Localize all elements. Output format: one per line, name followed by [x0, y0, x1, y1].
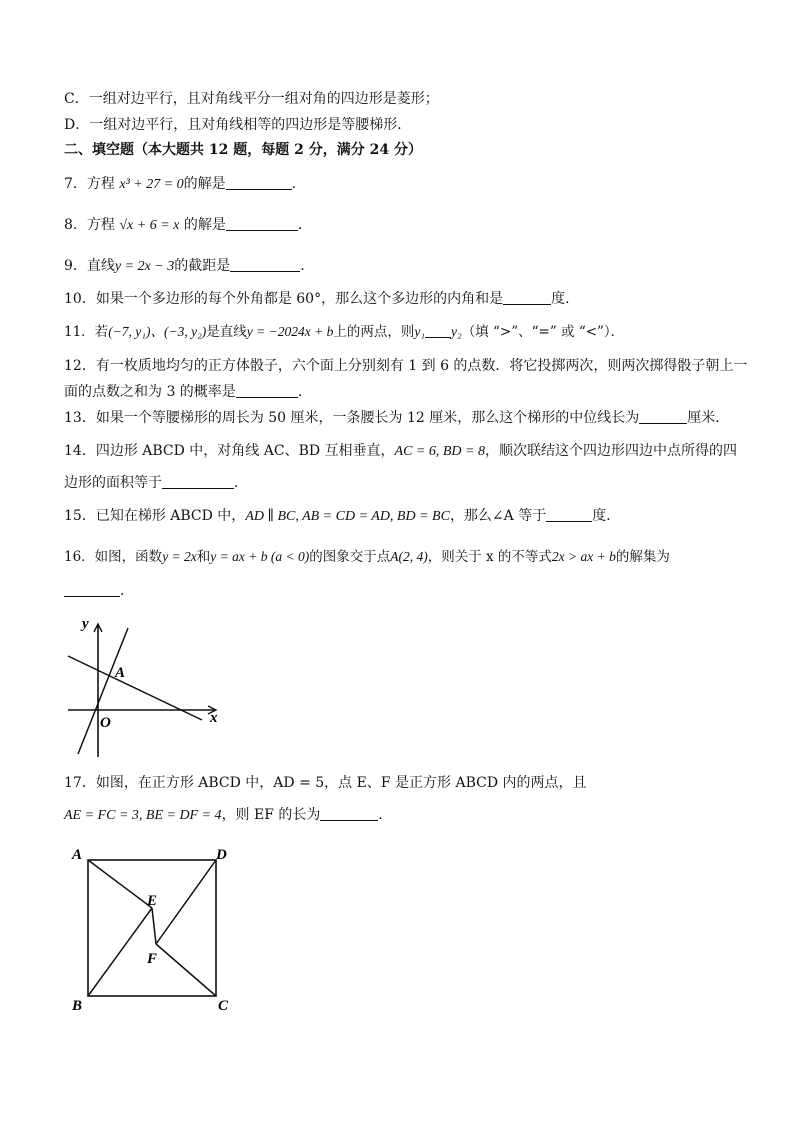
- square-abcd: [88, 860, 216, 996]
- question-11: 11．若(−7, y₁)、(−3, y₂)是直线y = −2024x + b上的两点，则y₁ y₂（填 “>”、“=” 或 “<”）．: [64, 324, 625, 340]
- x-axis-label: x: [210, 710, 218, 726]
- vertex-d-label: D: [216, 847, 227, 863]
- point-a-label: A: [115, 665, 126, 681]
- question-10: 10．如果一个多边形的每个外角都是 60°，那么这个多边形的内角和是 度．: [64, 291, 580, 307]
- option-d: D．一组对边平行，且对角线相等的四边形是等腰梯形．: [64, 117, 412, 133]
- section-heading: 二、填空题（本大题共 12 题，每题 2 分，满分 24 分）: [64, 142, 422, 158]
- answer-blank: [162, 474, 234, 489]
- segment-cf: [156, 944, 216, 996]
- question-16-line-2: ．: [64, 581, 134, 601]
- vertex-c-label: C: [218, 998, 229, 1014]
- point-f-label: F: [147, 951, 158, 967]
- function-graph-figure: [62, 612, 232, 762]
- question-12-line-2: 面的点数之和为 3 的概率是 ．: [64, 384, 312, 400]
- question-16-line-1: 16．如图，函数y = 2x和y = ax + b (a < 0)的图象交于点A(2, 4)，则关于 x 的不等式2x > ax + b的解集为: [64, 549, 670, 565]
- answer-blank: [226, 175, 292, 190]
- origin-label: O: [100, 715, 111, 731]
- point-e-label: E: [147, 893, 158, 909]
- question-14-line-1: 14．四边形 ABCD 中，对角线 AC、BD 互相垂直，AC = 6, BD = 8，顺次联结这个四边形四边中点所得的四: [64, 443, 737, 459]
- answer-blank: [639, 409, 687, 424]
- vertex-a-label: A: [72, 847, 83, 863]
- answer-blank: [230, 257, 300, 272]
- answer-blank: [236, 383, 298, 398]
- question-15: 15．已知在梯形 ABCD 中，AD ∥ BC, AB = CD = AD, BD = BC，那么∠A 等于 度．: [64, 508, 621, 524]
- question-17-line-1: 17．如图，在正方形 ABCD 中，AD = 5，点 E、F 是正方形 ABCD 内的两点，且: [64, 775, 587, 791]
- y-axis-label: y: [82, 616, 89, 632]
- question-8: 8．方程 √x + 6 = x 的解是 ．: [64, 217, 312, 233]
- answer-blank: [546, 507, 592, 522]
- option-c: C．一组对边平行，且对角线平分一组对角的四边形是菱形；: [64, 91, 439, 107]
- answer-blank: [320, 806, 378, 821]
- segment-df: [156, 860, 216, 944]
- segment-ae: [88, 860, 152, 908]
- segment-ef: [152, 908, 156, 944]
- question-9: 9．直线y = 2x − 3的截距是 ．: [64, 258, 315, 274]
- question-13: 13．如果一个等腰梯形的周长为 50 厘米，一条腰长为 12 厘米，那么这个梯形的中位线长为 厘米．: [64, 410, 730, 426]
- square-figure: [66, 842, 246, 1018]
- question-17-line-2: AE = FC = 3, BE = DF = 4，则 EF 的长为 ．: [64, 807, 393, 823]
- answer-blank: [425, 323, 451, 338]
- line-y-2x: [78, 628, 128, 754]
- segment-be: [88, 908, 152, 996]
- answer-blank: [64, 582, 120, 597]
- question-12-line-1: 12．有一枚质地均匀的正方体骰子，六个面上分别刻有 1 到 6 的点数．将它投掷两次，则两次掷得骰子朝上一: [64, 358, 748, 374]
- vertex-b-label: B: [72, 998, 83, 1014]
- answer-blank: [226, 216, 298, 231]
- question-14-line-2: 边形的面积等于 ．: [64, 475, 248, 491]
- answer-blank: [503, 290, 551, 305]
- question-7: 7．方程 x³ + 27 = 0的解是 ．: [64, 176, 306, 192]
